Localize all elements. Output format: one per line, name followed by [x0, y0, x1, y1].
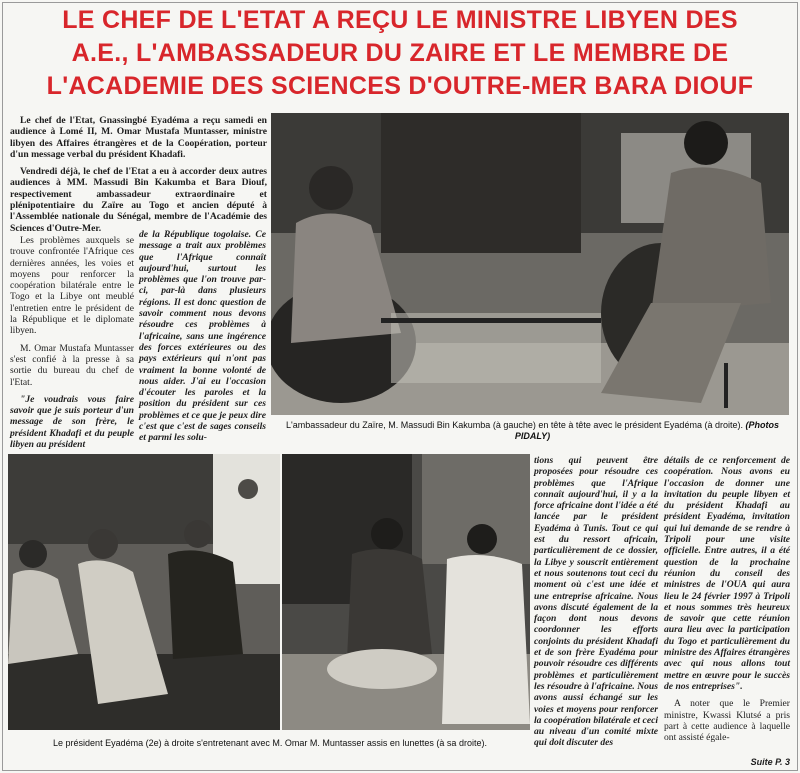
- muntasser-paragraph: M. Omar Mustafa Muntasser s'est confié à la presse à sa sortie du bureau du chef de l'Etat.: [10, 342, 134, 388]
- left-narrow-column: [10, 235, 134, 456]
- headline-line-1: LE CHEF DE L'ETAT A REÇU LE MINISTRE LIBYEN DES: [62, 6, 738, 34]
- problems-paragraph: Les problèmes auxquels se trouve confrontée l'Afrique ces dernières années, les voies et moyens pour renforcer la coopération bilatérale entre le Togo et la Libye ont meublé l'entretien entre le président de la République et le diplomate libyen.: [10, 235, 134, 337]
- photo-audience-libyan-minister: [8, 454, 280, 730]
- headline-line-2: A.E., L'AMBASSADEUR DU ZAIRE ET LE MEMBRE DE: [71, 39, 729, 67]
- top-photo-caption: [280, 420, 785, 442]
- headline: [10, 4, 790, 103]
- quote-paragraph: "Je voudrais vous faire savoir que je suis porteur d'un message de son frère, le président Khadafi et du peuple libyen au président: [10, 393, 134, 451]
- top-caption-text: L'ambassadeur du Zaïre, M. Massudi Bin Kakumba (à gauche) en tête à tête avec le président Eyadéma (à droite).: [286, 420, 743, 430]
- photo-libya-left-image: [8, 454, 280, 730]
- second-paragraph: Vendredi déjà, le chef de l'Etat a eu à accorder deux autres audiences à MM. Massudi Bin Kakumba et Bara Diouf, respectivement ambassadeur extraordinaire et plénipotentiaire du Zaïre au Togo et ancien député à l'Assemblée nationale du Sénégal, membre de l'Académie des Sciences d'Outre-Mer.: [10, 166, 267, 234]
- photo-audience-zaire-ambassador: [271, 113, 789, 415]
- details-paragraph: détails de ce renforcement de coopération. Nous avons eu l'occasion de donner une invitation du peuple libyen et du président Khadafi au président Eyadéma, invitation qui lui demande de se rendre à Tripoli pour une visite officielle. Entre autres, il a été question de la prochaine réunion du conseil des ministres de l'OUA qui aura lieu le 24 février 1997 à Tripoli et nous sommes très heureux de savoir que cette réunion aura lieu avec la participation du Togo et particulièrement du ministre des Affaires étrangères avec qui nous allons tout mettre en œuvre pour le succès de nos entreprises".: [664, 455, 790, 692]
- continued-marker: Suite P. 3: [750, 757, 790, 767]
- middle-upper-column: [139, 229, 266, 450]
- headline-line-3: L'ACADEMIE DES SCIENCES D'OUTRE-MER BARA DIOUF: [46, 72, 754, 100]
- photo-zaire-image: [271, 113, 789, 415]
- intro-paragraph: Le chef de l'Etat, Gnassingbé Eyadéma a reçu samedi en audience à Lomé II, M. Omar Mustafa Muntasser, ministre libyen des Affaires étrangères et de la Coopération, porteur d'un message verbal du président Khadafi.: [10, 115, 267, 160]
- solutions-paragraph: tions qui peuvent être proposées pour résoudre ces problèmes que l'Afrique connaît aujourd'hui, il y a la force africaine dont l'idée a été lancée par le président Eyadéma à Tunis. Tout ce qui est du ressort africain, particulièrement de ce dossier, la Libye y souscrit entièrement et nous soutenons tout ceci du moment où c'est une idée et une entreprise africaine. Nous avons discuté également de la façon dont nous devons coordonner les efforts conjoints du président Khadafi et de son frère Eyadéma pour pouvoir résoudre ces différents problèmes et particulièrement les résoudre à l'africaine. Nous avons aussi échangé sur les voies et moyens pour renforcer la coopération bilatérale et ceci au niveau d'un comité mixte qui doit discuter des: [534, 455, 658, 749]
- left-column: [10, 115, 267, 240]
- closing-paragraph: A noter que le Premier ministre, Kwassi Klutsé a pris part à cette audience à laquelle ont assisté égale-: [664, 698, 790, 744]
- photo-president-eyadema: [282, 454, 530, 730]
- bottom-caption-text: Le président Eyadéma (2e) à droite s'entretenant avec M. Omar M. Muntasser assis en lunettes (à sa droite).: [53, 738, 487, 748]
- middle-lower-column: [534, 455, 658, 755]
- message-paragraph: de la République togolaise. Ce message a trait aux problèmes que l'Afrique connaît aujourd'hui, surtout les problèmes que l'on trouve par-ci, par-là dans plusieurs régions. Il est donc question de savoir comment nous devons résoudre ces problèmes à l'africaine, sans une ingérence des forces extérieures ou des pays extérieurs qui n'ont pas vraiment la bonne volonté de nous aider. J'ai eu l'occasion d'écouter les paroles et la position du président sur ces problèmes et ce que je peux dire c'est que c'est de sages conseils et parmi les solu-: [139, 229, 266, 444]
- right-column: [664, 455, 790, 749]
- bottom-photo-caption: [10, 738, 530, 749]
- photo-libya-right-image: [282, 454, 530, 730]
- photo-credit: (Photos PIDALY): [514, 420, 779, 441]
